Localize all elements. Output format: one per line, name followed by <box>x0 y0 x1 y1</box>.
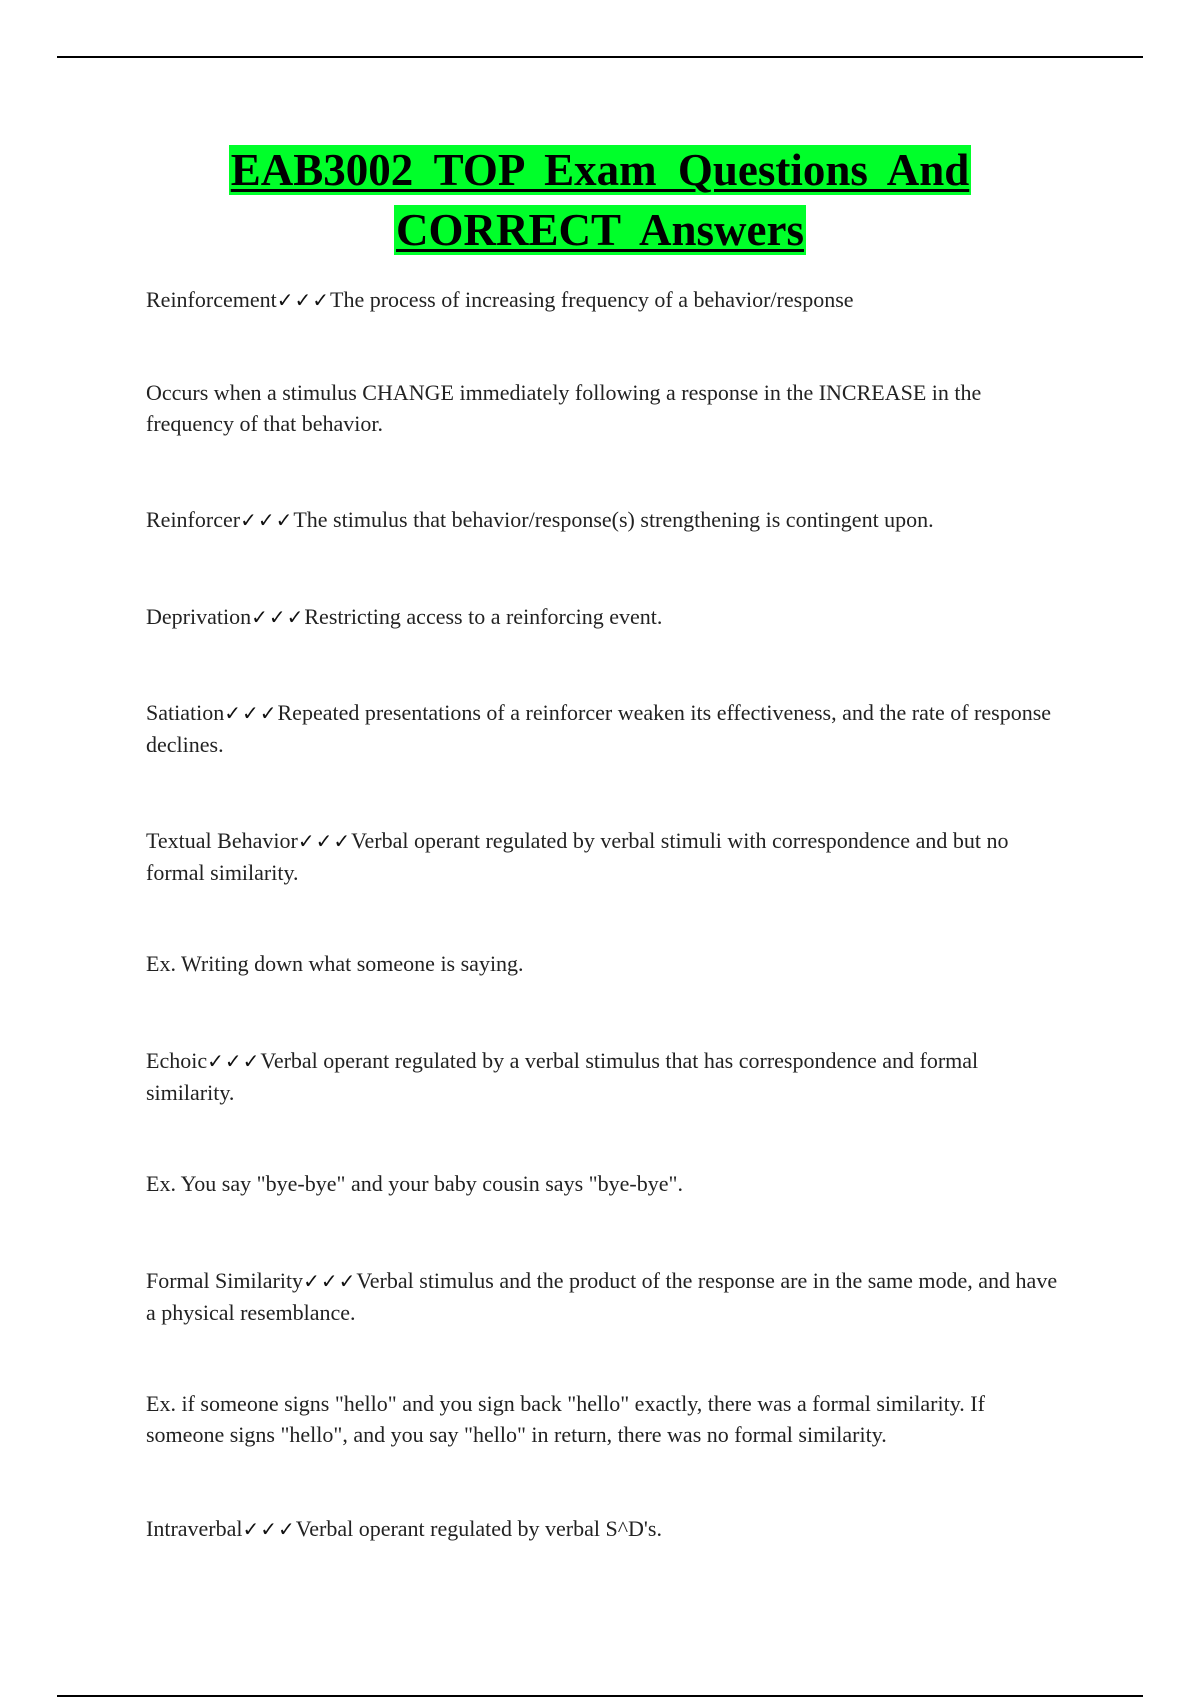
bottom-rule <box>57 1695 1143 1697</box>
qa-note: Ex. if someone signs "hello" and you sign back "hello" exactly, there was a formal similarity. If someone signs "hello", and you say "hello" in return, there was no formal similarity. <box>146 1391 985 1447</box>
checkmark-icon: ✓✓✓ <box>251 605 305 629</box>
term: Textual Behavior <box>146 828 298 853</box>
qa-entry <box>146 284 1066 316</box>
term: Formal Similarity <box>146 1268 304 1293</box>
term: Reinforcer <box>146 507 241 532</box>
qa-entry <box>146 1265 1066 1328</box>
qa-entry <box>146 601 1066 633</box>
qa-note: Ex. You say "bye-bye" and your baby cousin says "bye-bye". <box>146 1171 683 1196</box>
definition: Repeated presentations of a reinforcer weaken its effectiveness, and the rate of response declines. <box>146 700 1052 757</box>
checkmark-icon: ✓✓✓ <box>240 508 294 532</box>
checkmark-icon: ✓✓✓ <box>224 701 278 725</box>
qa-entry <box>146 825 1066 888</box>
term: Deprivation <box>146 604 252 629</box>
title-line-1: EAB3002 TOP Exam Questions And <box>230 145 970 195</box>
top-rule <box>57 56 1143 58</box>
checkmark-icon: ✓✓✓ <box>303 1269 357 1293</box>
definition: Verbal stimulus and the product of the response are in the same mode, and have a physical resemblance. <box>146 1268 1058 1325</box>
definition: The stimulus that behavior/response(s) strengthening is contingent upon. <box>293 507 934 532</box>
definition: Verbal operant regulated by verbal stimuli with correspondence and but no formal similarity. <box>146 828 1009 885</box>
checkmark-icon: ✓✓✓ <box>297 829 352 853</box>
definition: Verbal operant regulated by a verbal stimulus that has correspondence and formal similarity. <box>146 1048 979 1105</box>
qa-entry <box>146 504 1066 536</box>
qa-note: Ex. Writing down what someone is saying. <box>146 951 524 976</box>
checkmark-icon: ✓✓✓ <box>276 288 331 312</box>
term: Intraverbal <box>146 1516 243 1541</box>
term: Reinforcement <box>146 287 277 312</box>
qa-entry <box>146 1513 1066 1545</box>
definition: Restricting access to a reinforcing event. <box>304 604 663 629</box>
checkmark-icon: ✓✓✓ <box>207 1049 261 1073</box>
qa-entry <box>146 697 1066 760</box>
definition: Verbal operant regulated by verbal S^D's. <box>295 1516 662 1541</box>
document-title <box>120 140 1080 260</box>
definition: The process of increasing frequency of a behavior/response <box>330 287 854 312</box>
qa-entry <box>146 1045 1066 1108</box>
term: Satiation <box>146 700 225 725</box>
term: Echoic <box>146 1048 208 1073</box>
title-line-2: CORRECT Answers <box>396 205 804 255</box>
qa-note: Occurs when a stimulus CHANGE immediately following a response in the INCREASE in the frequency of that behavior. <box>146 380 982 436</box>
checkmark-icon: ✓✓✓ <box>242 1517 296 1541</box>
